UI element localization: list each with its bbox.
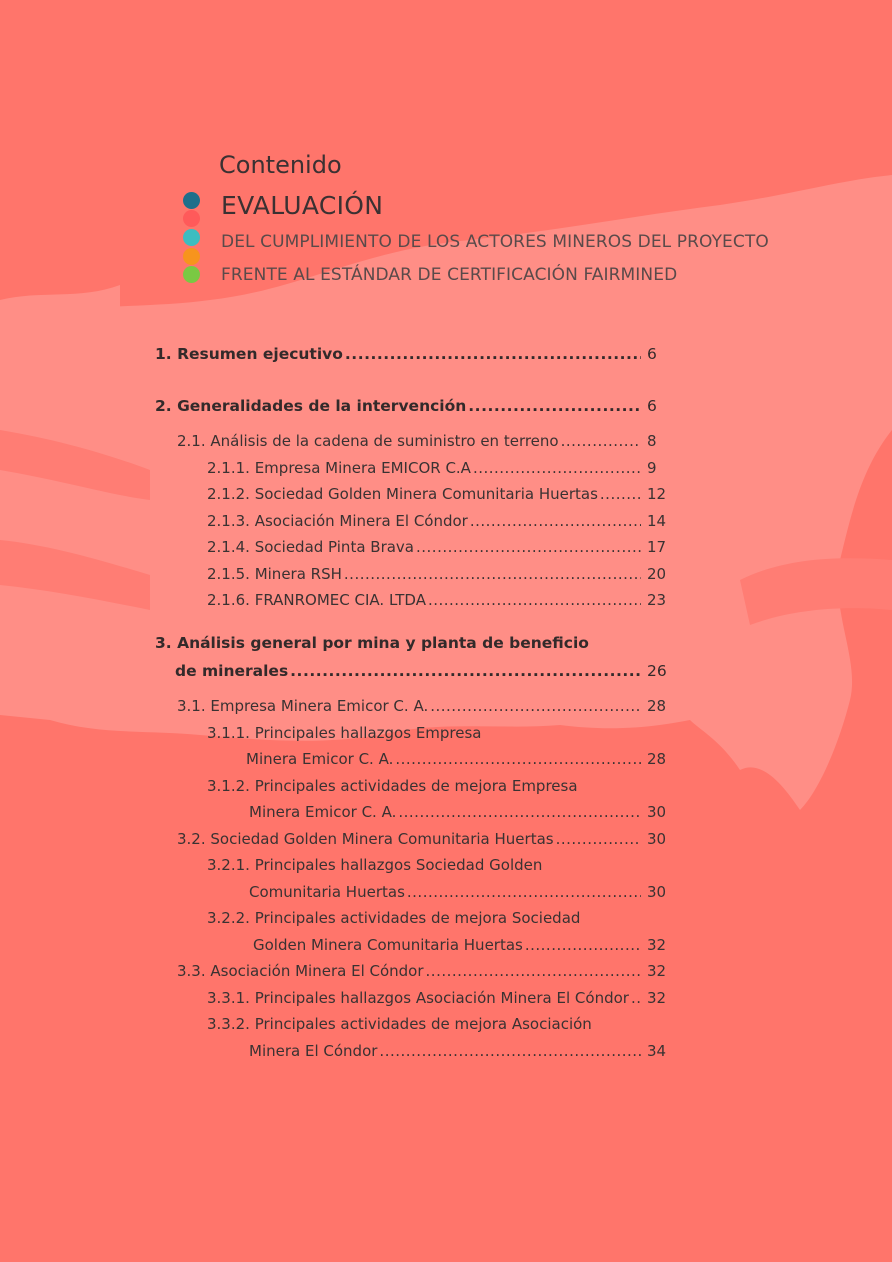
toc-label: Golden Minera Comunitaria Huertas — [253, 936, 523, 954]
toc-page: 20 — [647, 565, 667, 583]
toc-entry-3-3-2[interactable] — [249, 1042, 669, 1060]
color-dots — [183, 192, 203, 292]
dot-icon — [183, 229, 200, 246]
toc-label: Minera El Cóndor — [249, 1042, 378, 1060]
document-header — [0, 0, 892, 300]
toc-label: Comunitaria Huertas — [249, 883, 405, 901]
toc-page: 30 — [647, 883, 667, 901]
toc-label: 3.3. Asociación Minera El Cóndor — [177, 962, 424, 980]
toc-label: 2. Generalidades de la intervención — [155, 397, 467, 415]
toc-page: 30 — [647, 830, 667, 848]
toc-label: 3.3.1. Principales hallazgos Asociación Minera El Cóndor — [207, 989, 629, 1007]
toc-entry-2-1-6[interactable] — [207, 591, 669, 609]
toc-page: 6 — [647, 345, 657, 363]
toc-entry-3-2-1[interactable] — [249, 883, 669, 901]
toc-page: 30 — [647, 803, 667, 821]
toc-entry-3-3[interactable] — [177, 962, 669, 980]
toc-page: 17 — [647, 538, 667, 556]
toc-entry-2-1-3[interactable] — [207, 512, 669, 530]
toc-label: 2.1.5. Minera RSH — [207, 565, 342, 583]
toc-label: de minerales — [175, 662, 289, 680]
toc-label: 3.2. Sociedad Golden Minera Comunitaria Huertas — [177, 830, 554, 848]
toc-page: 32 — [647, 989, 667, 1007]
toc-entry-3-1-2[interactable] — [249, 803, 669, 821]
toc-entry-3-2-1-line1[interactable]: 3.2.1. Principales hallazgos Sociedad Golden — [207, 856, 543, 874]
toc-page: 28 — [647, 750, 667, 768]
toc-entry-3-2-2[interactable] — [253, 936, 669, 954]
toc-entry-2-1-4[interactable] — [207, 538, 669, 556]
toc-page: 9 — [647, 459, 657, 477]
toc-entry-3-1-2-line1[interactable]: 3.1.2. Principales actividades de mejora Empresa — [207, 777, 578, 795]
toc-label: 2.1.2. Sociedad Golden Minera Comunitaria Huertas — [207, 485, 598, 503]
toc-page: 12 — [647, 485, 667, 503]
toc-entry-3-2-2-line1[interactable]: 3.2.2. Principales actividades de mejora Sociedad — [207, 909, 581, 927]
toc-label: Minera Emicor C. A. — [249, 803, 397, 821]
toc-label: 3.1. Empresa Minera Emicor C. A. — [177, 697, 429, 715]
toc-label: 2.1.1. Empresa Minera EMICOR C.A — [207, 459, 471, 477]
toc-entry-3-3-2-line1[interactable]: 3.3.2. Principales actividades de mejora Asociación — [207, 1015, 592, 1033]
toc-page: 34 — [647, 1042, 667, 1060]
toc-label: 2.1. Análisis de la cadena de suministro en terreno — [177, 432, 559, 450]
toc-page: 32 — [647, 936, 667, 954]
toc-entry-2-1-1[interactable] — [207, 459, 669, 477]
report-subtitle-line2: FRENTE AL ESTÁNDAR DE CERTIFICACIÓN FAIRMINED — [221, 265, 678, 285]
toc-entry-3-1[interactable] — [177, 697, 669, 715]
dot-icon — [183, 210, 200, 227]
toc-entry-1[interactable] — [155, 345, 669, 363]
toc-page: 14 — [647, 512, 667, 530]
toc-page: 23 — [647, 591, 667, 609]
toc-label: 2.1.4. Sociedad Pinta Brava — [207, 538, 414, 556]
toc-page: 32 — [647, 962, 667, 980]
toc-page: 28 — [647, 697, 667, 715]
toc-page: 26 — [647, 662, 667, 680]
report-title: EVALUACIÓN — [221, 191, 384, 220]
toc-entry-2-1-2[interactable] — [207, 485, 669, 503]
contents-heading: Contenido — [219, 151, 342, 179]
toc-entry-2[interactable] — [155, 397, 669, 415]
toc-entry-2-1-5[interactable] — [207, 565, 669, 583]
toc-label: 1. Resumen ejecutivo — [155, 345, 343, 363]
dot-icon — [183, 248, 200, 265]
toc-label: 2.1.6. FRANROMEC CIA. LTDA — [207, 591, 426, 609]
toc-entry-3-line1[interactable]: 3. Análisis general por mina y planta de beneficio — [155, 634, 589, 652]
toc-entry-3-1-1-line1[interactable]: 3.1.1. Principales hallazgos Empresa — [207, 724, 482, 742]
toc-entry-3-1-1[interactable] — [246, 750, 669, 768]
toc-entry-2-1[interactable] — [177, 432, 669, 450]
toc-entry-3-2[interactable] — [177, 830, 669, 848]
toc-page: 6 — [647, 397, 657, 415]
dot-icon — [183, 192, 200, 209]
report-subtitle-line1: DEL CUMPLIMIENTO DE LOS ACTORES MINEROS DEL PROYECTO — [221, 232, 769, 252]
toc-label: Minera Emicor C. A. — [246, 750, 394, 768]
dot-icon — [183, 266, 200, 283]
toc-entry-3-3-1[interactable] — [207, 989, 669, 1007]
toc-entry-3[interactable] — [175, 662, 669, 680]
toc-page: 8 — [647, 432, 657, 450]
toc-label: 2.1.3. Asociación Minera El Cóndor — [207, 512, 468, 530]
